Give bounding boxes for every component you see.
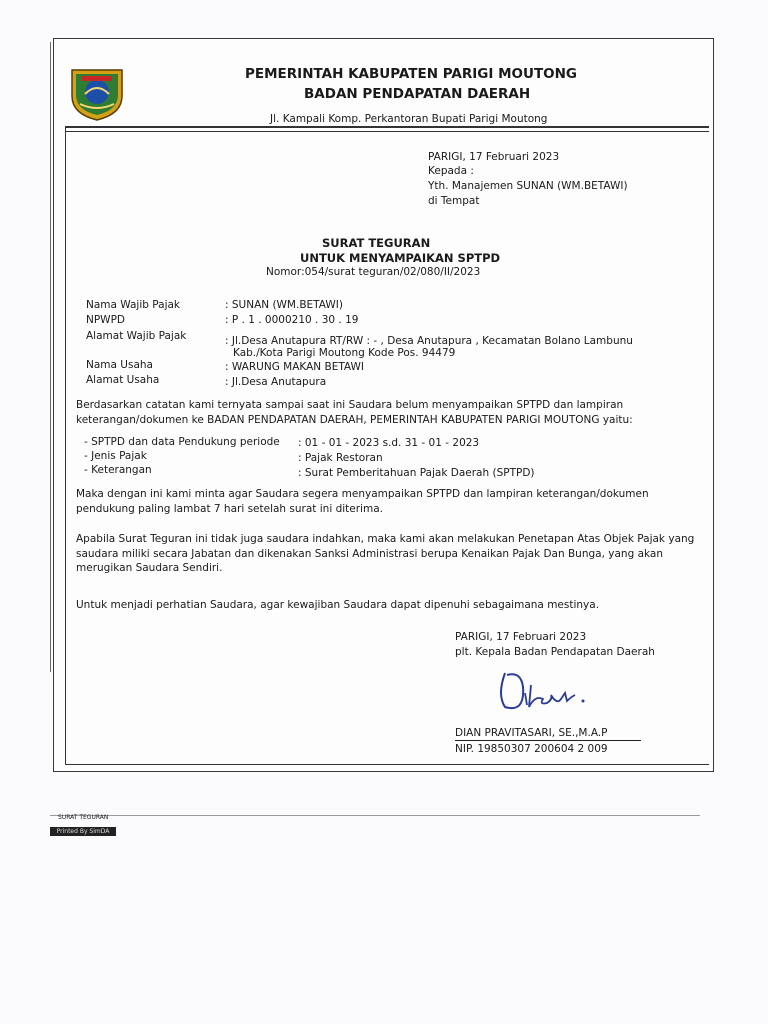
detail-value: : Pajak Restoran — [298, 452, 383, 464]
signature-position: plt. Kepala Badan Pendapatan Daerah — [455, 646, 655, 658]
field-label: Alamat Wajib Pajak — [86, 330, 187, 342]
detail-label: - Jenis Pajak — [84, 450, 147, 462]
field-value: : WARUNG MAKAN BETAWI — [225, 361, 365, 373]
signature-underline — [455, 740, 641, 741]
frame-bottom-rule — [65, 764, 709, 765]
field-label: NPWPD — [86, 314, 125, 326]
field-value: Kab./Kota Parigi Moutong Kode Pos. 94479 — [233, 347, 456, 359]
field-value: : P . 1 . 0000210 . 30 . 19 — [225, 314, 359, 326]
header-divider-thin — [65, 131, 709, 132]
field-value: : Jl.Desa Anutapura RT/RW : - , Desa Anutapura , Kecamatan Bolano Lambunu — [225, 335, 633, 347]
detail-value: : Surat Pemberitahuan Pajak Daerah (SPTPD) — [298, 467, 535, 479]
letter-subtitle: UNTUK MENYAMPAIKAN SPTPD — [300, 251, 501, 265]
footer-doc-label: SURAT TEGURAN — [58, 814, 109, 821]
paragraph-warning: Apabila Surat Teguran ini tidak juga saudara indahkan, maka kami akan melakukan Penetapan Atas Objek Pajak yang saudara miliki secara Jabatan dan dikenakan Sanksi Administrasi berupa Kenaikan Pajak Dan Bunga, yang akan merugikan Saudara Sendiri. — [76, 533, 695, 574]
detail-value: : 01 - 01 - 2023 s.d. 31 - 01 - 2023 — [298, 437, 480, 449]
header-address: Jl. Kampali Komp. Perkantoran Bupati Parigi Moutong — [270, 113, 548, 125]
header-government-name: PEMERINTAH KABUPATEN PARIGI MOUTONG — [245, 66, 578, 82]
header-agency-name: BADAN PENDAPATAN DAERAH — [304, 86, 531, 102]
detail-label: - SPTPD dan data Pendukung periode — [84, 436, 280, 448]
regency-emblem-logo — [66, 60, 128, 122]
field-label: Nama Wajib Pajak — [86, 299, 180, 311]
field-value: : SUNAN (WM.BETAWI) — [225, 299, 343, 311]
frame-edge — [50, 42, 51, 672]
field-value: : Jl.Desa Anutapura — [225, 376, 327, 388]
recipient-kepada: Kepada : — [428, 165, 474, 177]
paragraph-closing: Untuk menjadi perhatian Saudara, agar kewajiban Saudara dapat dipenuhi sebagaimana mestinya. — [76, 599, 600, 611]
field-label: Alamat Usaha — [86, 374, 160, 386]
signatory-name: DIAN PRAVITASARI, SE.,M.A.P — [455, 727, 608, 739]
recipient-yth: Yth. Manajemen SUNAN (WM.BETAWI) — [428, 180, 628, 192]
handwritten-signature — [495, 665, 595, 715]
paragraph-request: Maka dengan ini kami minta agar Saudara segera menyampaikan SPTPD dan lampiran keterangan/dokumen pendukung paling lambat 7 hari setelah surat ini diterima. — [76, 488, 649, 515]
footer-printed-by: Printed By SimDA — [50, 827, 116, 836]
letter-title: SURAT TEGURAN — [322, 236, 431, 250]
header-divider — [65, 126, 709, 128]
field-label: Nama Usaha — [86, 359, 153, 371]
letter-number: Nomor:054/surat teguran/02/080/II/2023 — [266, 266, 481, 278]
intro-paragraph: Berdasarkan catatan kami ternyata sampai saat ini Saudara belum menyampaikan SPTPD dan lampiran keterangan/dokumen ke BADAN PENDAPATAN DAERAH, PEMERINTAH KABUPATEN PARIGI MOUTONG yaitu: — [76, 399, 633, 426]
signature-place-date: PARIGI, 17 Februari 2023 — [455, 631, 587, 643]
footer-divider — [50, 815, 700, 816]
frame-inner-left — [65, 128, 66, 764]
recipient-place-date: PARIGI, 17 Februari 2023 — [428, 151, 560, 163]
signatory-nip: NIP. 19850307 200604 2 009 — [455, 743, 608, 755]
detail-label: - Keterangan — [84, 464, 152, 476]
recipient-tempat: di Tempat — [428, 195, 480, 207]
